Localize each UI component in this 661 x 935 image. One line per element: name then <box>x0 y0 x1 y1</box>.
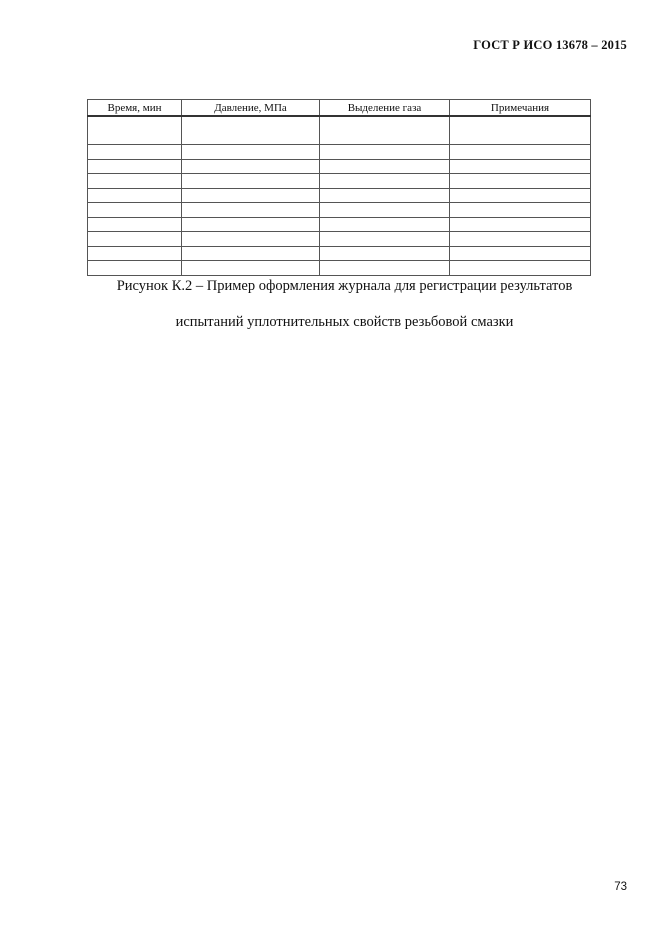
table-cell <box>320 145 450 160</box>
table-cell <box>182 174 320 189</box>
table-cell <box>182 217 320 232</box>
table-cell <box>182 203 320 218</box>
table-row <box>88 232 591 247</box>
table-cell <box>320 232 450 247</box>
table-cell <box>450 145 591 160</box>
table-row <box>88 174 591 189</box>
figure-caption-line-2: испытаний уплотнительных свойств резьбовой смазки <box>175 314 514 330</box>
document-header: ГОСТ Р ИСО 13678 – 2015 <box>473 38 627 52</box>
figure-caption-line-1: Рисунок К.2 – Пример оформления журнала для регистрации результатов <box>116 278 573 294</box>
table-cell <box>450 159 591 174</box>
journal-table <box>87 99 591 276</box>
column-header-gas-release: Выделение газа <box>320 100 450 117</box>
table-cell <box>88 217 182 232</box>
table-cell <box>450 217 591 232</box>
table-cell <box>88 246 182 261</box>
table-cell <box>450 246 591 261</box>
table-cell <box>320 246 450 261</box>
column-header-time: Время, мин <box>88 100 182 117</box>
table-cell <box>182 246 320 261</box>
table-cell <box>450 203 591 218</box>
table-cell <box>320 203 450 218</box>
table-cell <box>88 188 182 203</box>
table-row <box>88 159 591 174</box>
column-header-notes: Примечания <box>450 100 591 117</box>
table-cell <box>450 261 591 276</box>
table-row <box>88 246 591 261</box>
table-cell <box>88 261 182 276</box>
table-cell <box>320 174 450 189</box>
table-row <box>88 261 591 276</box>
table-cell <box>182 116 320 145</box>
table-cell <box>88 174 182 189</box>
table-row <box>88 116 591 145</box>
table-row <box>88 188 591 203</box>
column-header-pressure: Давление, МПа <box>182 100 320 117</box>
table-cell <box>450 188 591 203</box>
table-cell <box>182 261 320 276</box>
table-cell <box>320 159 450 174</box>
table-cell <box>320 116 450 145</box>
table-cell <box>88 232 182 247</box>
table-cell <box>320 261 450 276</box>
table-body <box>88 116 591 275</box>
table-row <box>88 203 591 218</box>
table-cell <box>88 159 182 174</box>
table-cell <box>450 116 591 145</box>
table-cell <box>320 188 450 203</box>
table-cell <box>182 232 320 247</box>
table-cell <box>182 188 320 203</box>
table-cell <box>182 145 320 160</box>
table-cell <box>320 217 450 232</box>
table-cell <box>450 232 591 247</box>
table-cell <box>182 159 320 174</box>
table-cell <box>88 145 182 160</box>
table-cell <box>88 116 182 145</box>
table-row <box>88 145 591 160</box>
table-cell <box>450 174 591 189</box>
table-cell <box>88 203 182 218</box>
page-number: 73 <box>614 881 627 893</box>
table-row <box>88 217 591 232</box>
table-header-row <box>88 100 591 117</box>
